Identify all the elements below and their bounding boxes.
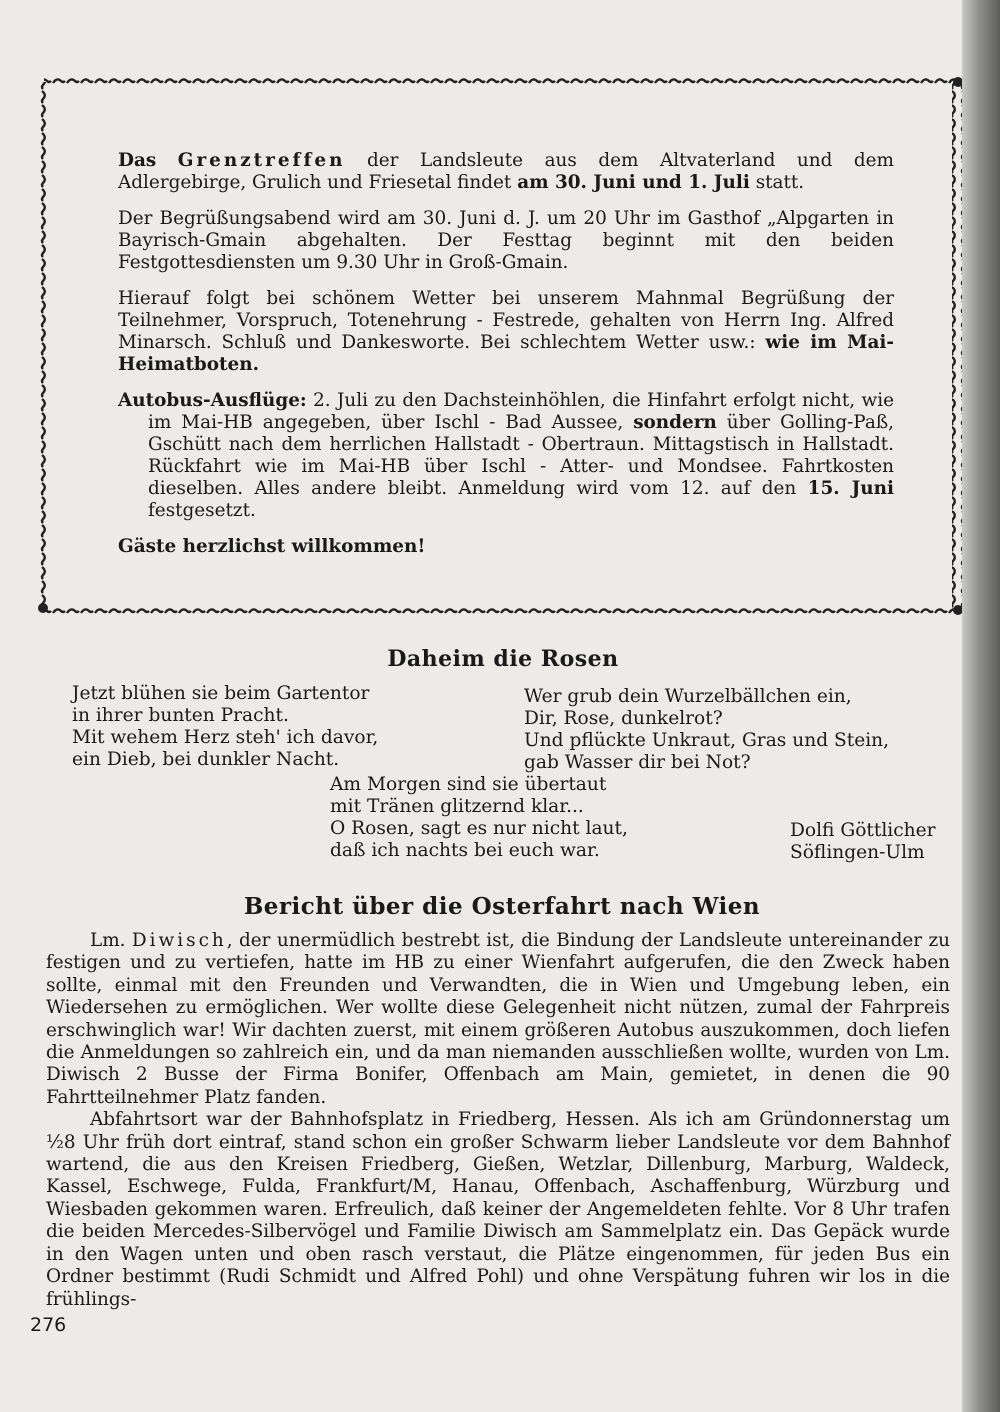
notice-text	[118, 150, 894, 572]
notice-paragraph-3: Hierauf folgt bei schönem Wetter bei unserem Mahnmal Begrüßung der Teilnehmer, Vorspruch, Totenehrung - Festrede, gehalten von Herrn Ing. Alfred Minarsch. Schluß und Dankesworte. Bei schlechtem Wetter usw.: wie im Mai-Heimatboten.	[118, 288, 894, 375]
notice-frame	[38, 76, 962, 616]
poem-place: Söflingen-Ulm	[790, 842, 925, 863]
poem-stanza-1: Jetzt blühen sie beim Gartentor in ihrer bunten Pracht. Mit wehem Herz steh' ich davor, ein Dieb, bei dunkler Nacht.	[72, 683, 379, 770]
report-title: Bericht über die Osterfahrt nach Wien	[243, 893, 761, 920]
poem-stanza-2: Wer grub dein Wurzelbällchen ein, Dir, Rose, dunkelrot? Und pflückte Unkraut, Gras und Stein, gab Wasser dir bei Not?	[524, 686, 890, 773]
poem-author: Dolfi Göttlicher	[790, 820, 936, 841]
notice-paragraph-4: Autobus-Ausflüge: 2. Juli zu den Dachsteinhöhlen, die Hinfahrt erfolgt nicht, wie im Mai-HB angegeben, über Ischl - Bad Aussee, sondern über Golling-Paß, Gschütt nach dem herrlichen Hallstadt - Obertraun. Mittagstisch in Hallstadt. Rückfahrt wie im Mai-HB über Ischl - Atter- und Mondsee. Fahrtkosten dieselben. Alles andere bleibt. Anmeldung wird vom 12. auf den 15. Juni festgesetzt.	[118, 390, 894, 521]
report-body	[46, 930, 950, 1311]
page-number: 276	[30, 1314, 67, 1336]
poem-signature	[790, 820, 936, 864]
poem-title: Daheim die Rosen	[387, 646, 619, 672]
report-paragraph-1: Lm. Diwisch, der unermüdlich bestrebt ist, die Bindung der Landsleute untereinander zu festigen und zu vertiefen, hatte im HB zu einer Wienfahrt aufgerufen, die den Zweck haben sollte, einmal mit den Freunden und Verwandten, die in Wien und Umgebung leben, ein Wiedersehen zu ermöglichen. Wer wollte diese Gelegenheit nicht nützen, zumal der Fahrpreis erschwinglich war! Wir dachten zuerst, mit einem größeren Autobus auszukommen, doch liefen die Anmeldungen so zahlreich ein, und da man niemanden ausschließen wollte, wurden von Lm. Diwisch 2 Busse der Firma Bonifer, Offenbach am Main, gemietet, in denen die 90 Fahrtteilnehmer Platz fanden.	[46, 930, 950, 1108]
poem-stanza-3: Am Morgen sind sie übertaut mit Tränen glitzernd klar... O Rosen, sagt es nur nicht laut, daß ich nachts bei euch war.	[330, 774, 628, 861]
notice-paragraph-2: Der Begrüßungsabend wird am 30. Juni d. J. um 20 Uhr im Gasthof „Alpgarten in Bayrisch-Gmain abgehalten. Der Festtag beginnt mit den beiden Festgottesdiensten um 9.30 Uhr in Groß-Gmain.	[118, 208, 894, 273]
notice-paragraph-1: Das Grenztreffen der Landsleute aus dem Altvaterland und dem Adlergebirge, Grulich und Friesetal findet am 30. Juni und 1. Juli statt.	[118, 150, 894, 193]
notice-paragraph-5: Gäste herzlichst willkommen!	[118, 536, 426, 557]
report-paragraph-2: Abfahrtsort war der Bahnhofsplatz in Friedberg, Hessen. Als ich am Gründonnerstag um ½8 Uhr früh dort eintraf, stand schon ein großer Schwarm lieber Landsleute vor dem Bahnhof wartend, die aus den Kreisen Friedberg, Gießen, Wetzlar, Dillenburg, Marburg, Waldeck, Kassel, Eschwege, Fulda, Frankfurt/M, Hanau, Offenbach, Aschaffenburg, Würzburg und Wiesbaden gekommen waren. Erfreulich, daß keiner der Angemeldeten fehlte. Vor 8 Uhr trafen die beiden Mercedes-Silbervögel und Familie Diwisch am Sammelplatz ein. Das Gepäck wurde in den Wagen unten und oben rasch verstaut, die Plätze eingenommen, für jeden Bus ein Ordner bestimmt (Rudi Schmidt und Alfred Pohl) und ohne Verspätung fuhren wir los in die frühlings-	[46, 1109, 950, 1310]
book-spine-shadow	[962, 0, 1000, 1412]
